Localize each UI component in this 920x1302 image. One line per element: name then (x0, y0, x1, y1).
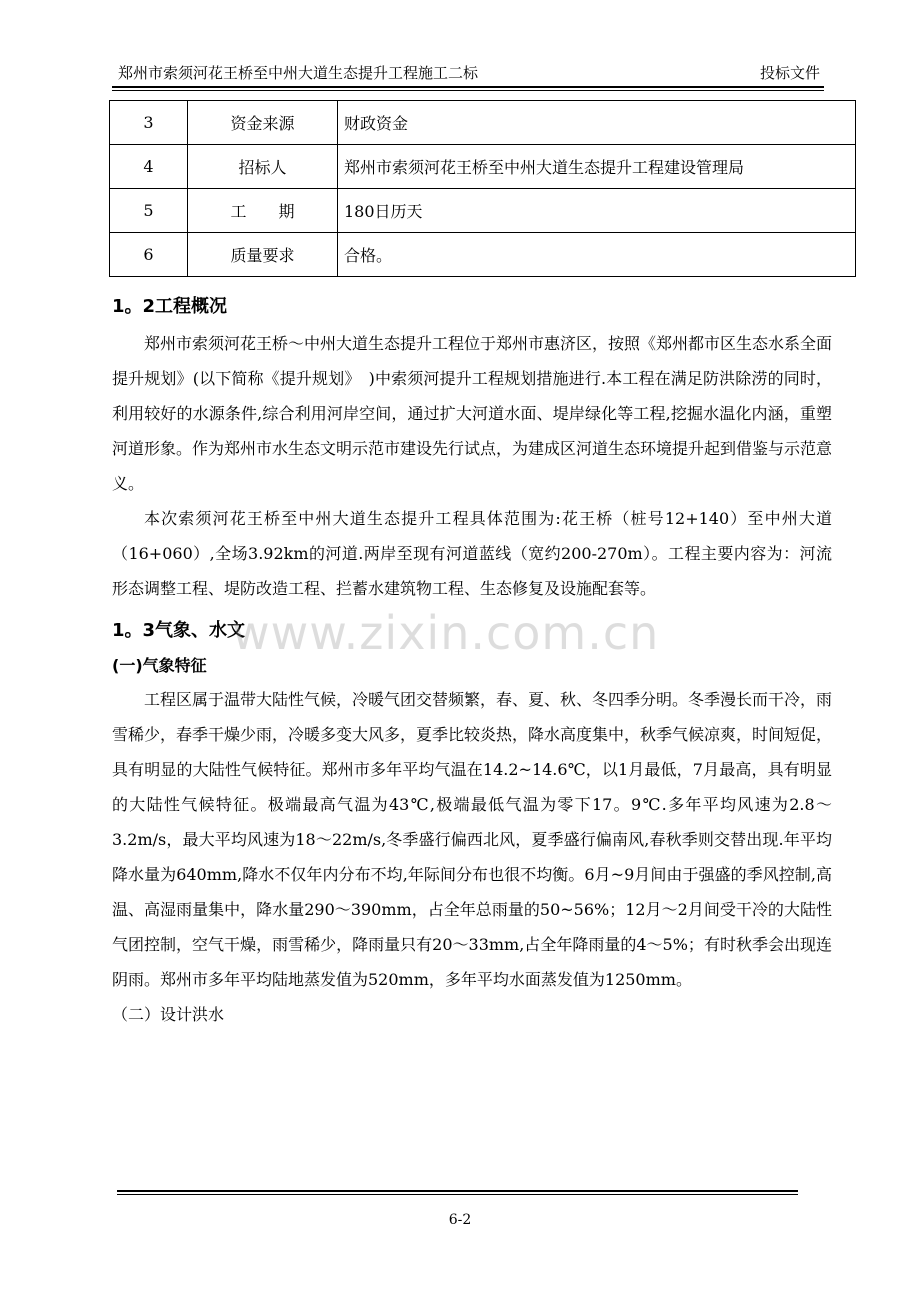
row-label: 工 期 (188, 189, 338, 233)
row-number: 6 (110, 233, 188, 277)
row-label: 招标人 (188, 145, 338, 189)
project-info-table (109, 100, 856, 277)
subsection-heading-climate-features: (一)气象特征 (112, 656, 207, 675)
footer-rule (117, 1190, 798, 1192)
row-value: 合格。 (338, 233, 856, 277)
section-heading-overview: 1。2工程概况 (112, 296, 228, 317)
watermark: www.zixin.com.cn (232, 606, 660, 660)
footer-rule-thin (117, 1194, 798, 1195)
row-label: 资金来源 (188, 101, 338, 145)
overview-paragraph: 本次索须河花王桥至中州大道生态提升工程具体范围为:花王桥（桩号12+140）至中州大道（16+060）,全场3.92km的河道.两岸至现有河道蓝线（宽约200-270m）。工程主要内容为：河流形态调整工程、堤防改造工程、拦蓄水建筑物工程、生态修复及设施配套等。 (112, 509, 832, 598)
table-row (110, 145, 856, 189)
header-title: 郑州市索须河花王桥至中州大道生态提升工程施工二标 (118, 64, 479, 82)
row-label: 质量要求 (188, 233, 338, 277)
row-value: 郑州市索须河花王桥至中州大道生态提升工程建设管理局 (338, 145, 856, 189)
row-value: 180日历天 (338, 189, 856, 233)
overview-paragraph: 郑州市索须河花王桥～中州大道生态提升工程位于郑州市惠济区，按照《郑州都市区生态水系全面提升规划》(以下简称《提升规划》 )中索须河提升工程规划措施进行.本工程在满足防洪除涝的同时，利用较好的水源条件,综合利用河岸空间，通过扩大河道水面、堤岸绿化等工程,挖掘水温化内涵，重塑河道形象。作为郑州市水生态文明示范市建设先行试点，为建成区河道生态环境提升起到借鉴与示范意义。 (112, 334, 833, 493)
row-value: 财政资金 (338, 101, 856, 145)
table-row (110, 233, 856, 277)
row-number: 3 (110, 101, 188, 145)
table-row (110, 189, 856, 233)
row-number: 4 (110, 145, 188, 189)
header-rule (112, 86, 824, 88)
subsection-heading-design-flood: （二）设计洪水 (112, 1005, 225, 1024)
section-heading-climate: 1。3气象、水文 (112, 620, 246, 641)
header-rule-thin (112, 90, 824, 91)
climate-paragraph: 工程区属于温带大陆性气候，冷暖气团交替频繁，春、夏、秋、冬四季分明。冬季漫长而干冷，雨雪稀少，春季干燥少雨，冷暖多变大风多，夏季比较炎热，降水高度集中，秋季气候凉爽，时间短促，具有明显的大陆性气候特征。郑州市多年平均气温在14.2~14.6℃，以1月最低，7月最高，具有明显的大陆性气候特征。极端最高气温为43℃,极端最低气温为零下17。9℃.多年平均风速为2.8～3.2m/s，最大平均风速为18～22m/s,冬季盛行偏西北风，夏季盛行偏南风,春秋季则交替出现.年平均降水量为640mm,降水不仅年内分布不均,年际间分布也很不均衡。6月~9月间由于强盛的季风控制,高温、高湿雨量集中，降水量290～390mm，占全年总雨量的50~56%；12月～2月间受干冷的大陆性气团控制，空气干燥，雨雪稀少，降雨量只有20～33mm,占全年降雨量的4～5%；有时秋季会出现连阴雨。郑州市多年平均陆地蒸发值为520mm，多年平均水面蒸发值为1250mm。 (112, 690, 833, 989)
page-number: 6-2 (448, 1212, 472, 1228)
table-row (110, 101, 856, 145)
page-header (112, 60, 824, 86)
header-doc-type: 投标文件 (759, 64, 820, 82)
row-number: 5 (110, 189, 188, 233)
